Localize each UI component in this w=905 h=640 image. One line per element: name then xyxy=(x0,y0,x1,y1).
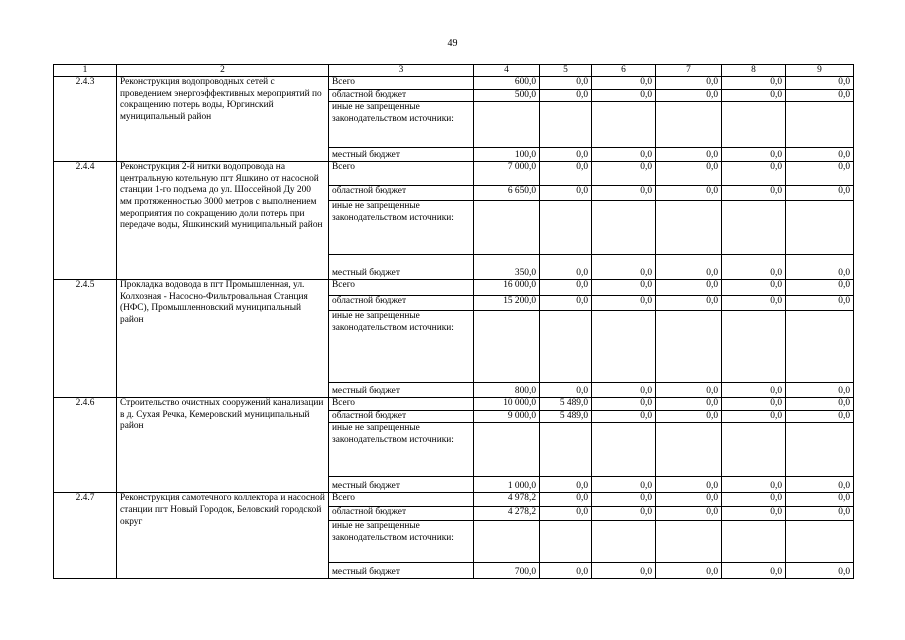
measure-code: 2.4.6 xyxy=(54,398,117,493)
table-row xyxy=(54,162,854,186)
amount-cell xyxy=(474,311,540,383)
amount-cell: 0,0 xyxy=(540,507,592,521)
measure-code: 2.4.3 xyxy=(54,77,117,162)
amount-cell: 0,0 xyxy=(540,296,592,311)
amount-cell: 5 489,0 xyxy=(540,398,592,411)
amount-cell: 16 000,0 xyxy=(474,280,540,296)
amount-cell xyxy=(786,201,854,255)
amount-cell xyxy=(474,201,540,255)
amount-cell xyxy=(540,311,592,383)
amount-cell: 0,0 xyxy=(592,383,656,398)
amount-cell: 0,0 xyxy=(722,280,786,296)
table-row xyxy=(54,280,854,296)
measure-name: Прокладка водовода в пгт Промышленная, ул. Колхозная - Насосно-Фильтровальная Станция (НФС), Промышленновский муниципальный район xyxy=(117,280,329,398)
funding-source-total: Всего xyxy=(329,162,474,186)
funding-source-other: иные не запрещенные законодательством источники: xyxy=(329,423,474,477)
header-row xyxy=(54,65,854,77)
amount-cell: 0,0 xyxy=(592,563,656,579)
amount-cell: 0,0 xyxy=(722,383,786,398)
amount-cell: 0,0 xyxy=(592,280,656,296)
funding-source-other: иные не запрещенные законодательством источники: xyxy=(329,311,474,383)
amount-cell: 0,0 xyxy=(722,410,786,423)
amount-cell xyxy=(592,311,656,383)
amount-cell: 4 278,2 xyxy=(474,507,540,521)
amount-cell: 1 000,0 xyxy=(474,477,540,493)
amount-cell: 500,0 xyxy=(474,89,540,102)
amount-cell: 0,0 xyxy=(786,148,854,162)
amount-cell: 0,0 xyxy=(592,410,656,423)
amount-cell xyxy=(656,521,722,563)
measure-code: 2.4.4 xyxy=(54,162,117,280)
amount-cell: 0,0 xyxy=(540,280,592,296)
amount-cell: 0,0 xyxy=(656,410,722,423)
funding-source-local: местный бюджет xyxy=(329,383,474,398)
amount-cell xyxy=(722,423,786,477)
amount-cell: 100,0 xyxy=(474,148,540,162)
amount-cell: 10 000,0 xyxy=(474,398,540,411)
amount-cell xyxy=(474,521,540,563)
amount-cell xyxy=(656,311,722,383)
header-cell: 6 xyxy=(592,65,656,77)
amount-cell xyxy=(722,521,786,563)
amount-cell: 700,0 xyxy=(474,563,540,579)
header-cell: 3 xyxy=(329,65,474,77)
amount-cell: 0,0 xyxy=(786,493,854,507)
amount-cell: 0,0 xyxy=(540,383,592,398)
amount-cell xyxy=(540,201,592,255)
amount-cell: 0,0 xyxy=(786,280,854,296)
header-cell: 4 xyxy=(474,65,540,77)
funding-source-local: местный бюджет xyxy=(329,563,474,579)
funding-source-local: местный бюджет xyxy=(329,255,474,280)
amount-cell: 0,0 xyxy=(722,89,786,102)
header-cell: 7 xyxy=(656,65,722,77)
amount-cell: 0,0 xyxy=(722,148,786,162)
amount-cell xyxy=(786,102,854,148)
funding-source-other: иные не запрещенные законодательством источники: xyxy=(329,201,474,255)
header-cell: 8 xyxy=(722,65,786,77)
amount-cell: 0,0 xyxy=(592,162,656,186)
amount-cell xyxy=(540,423,592,477)
amount-cell: 0,0 xyxy=(786,162,854,186)
amount-cell: 0,0 xyxy=(722,296,786,311)
amount-cell: 0,0 xyxy=(786,186,854,201)
amount-cell: 0,0 xyxy=(540,477,592,493)
amount-cell: 0,0 xyxy=(540,563,592,579)
amount-cell: 0,0 xyxy=(722,507,786,521)
budget-table xyxy=(53,64,854,579)
amount-cell: 0,0 xyxy=(786,507,854,521)
funding-source-other: иные не запрещенные законодательством источники: xyxy=(329,102,474,148)
amount-cell: 0,0 xyxy=(592,507,656,521)
amount-cell xyxy=(656,423,722,477)
amount-cell: 0,0 xyxy=(786,77,854,90)
amount-cell: 0,0 xyxy=(722,255,786,280)
amount-cell: 0,0 xyxy=(656,280,722,296)
funding-source-regional: областной бюджет xyxy=(329,507,474,521)
amount-cell: 0,0 xyxy=(722,398,786,411)
amount-cell: 0,0 xyxy=(592,148,656,162)
amount-cell: 800,0 xyxy=(474,383,540,398)
amount-cell: 0,0 xyxy=(786,398,854,411)
amount-cell: 15 200,0 xyxy=(474,296,540,311)
amount-cell: 0,0 xyxy=(656,186,722,201)
amount-cell: 7 000,0 xyxy=(474,162,540,186)
amount-cell xyxy=(656,102,722,148)
amount-cell: 4 978,2 xyxy=(474,493,540,507)
amount-cell: 0,0 xyxy=(786,255,854,280)
amount-cell xyxy=(592,423,656,477)
amount-cell: 0,0 xyxy=(656,296,722,311)
funding-source-total: Всего xyxy=(329,398,474,411)
amount-cell: 0,0 xyxy=(786,477,854,493)
funding-source-other: иные не запрещенные законодательством источники: xyxy=(329,521,474,563)
amount-cell: 0,0 xyxy=(722,493,786,507)
amount-cell: 0,0 xyxy=(656,477,722,493)
page-number: 49 xyxy=(447,38,458,49)
amount-cell xyxy=(786,311,854,383)
measure-name: Реконструкция самотечного коллектора и насосной станции пгт Новый Городок, Беловский городской округ xyxy=(117,493,329,579)
funding-source-regional: областной бюджет xyxy=(329,410,474,423)
funding-source-local: местный бюджет xyxy=(329,148,474,162)
funding-source-regional: областной бюджет xyxy=(329,89,474,102)
amount-cell: 0,0 xyxy=(722,186,786,201)
amount-cell xyxy=(786,423,854,477)
amount-cell: 0,0 xyxy=(722,77,786,90)
measure-name: Строительство очистных сооружений канализации в д. Сухая Речка, Кемеровский муниципальный район xyxy=(117,398,329,493)
amount-cell: 0,0 xyxy=(540,148,592,162)
measure-code: 2.4.5 xyxy=(54,280,117,398)
amount-cell: 0,0 xyxy=(722,162,786,186)
funding-source-regional: областной бюджет xyxy=(329,186,474,201)
amount-cell: 6 650,0 xyxy=(474,186,540,201)
funding-source-regional: областной бюджет xyxy=(329,296,474,311)
amount-cell: 0,0 xyxy=(656,507,722,521)
amount-cell: 0,0 xyxy=(656,255,722,280)
header-cell: 1 xyxy=(54,65,117,77)
amount-cell: 0,0 xyxy=(592,77,656,90)
amount-cell: 0,0 xyxy=(786,296,854,311)
amount-cell xyxy=(722,102,786,148)
amount-cell: 0,0 xyxy=(540,89,592,102)
funding-source-total: Всего xyxy=(329,77,474,90)
amount-cell: 350,0 xyxy=(474,255,540,280)
amount-cell: 5 489,0 xyxy=(540,410,592,423)
amount-cell xyxy=(592,102,656,148)
amount-cell: 0,0 xyxy=(540,77,592,90)
amount-cell: 0,0 xyxy=(656,89,722,102)
amount-cell xyxy=(656,201,722,255)
header-cell: 5 xyxy=(540,65,592,77)
amount-cell: 0,0 xyxy=(786,410,854,423)
amount-cell: 0,0 xyxy=(592,89,656,102)
amount-cell xyxy=(786,521,854,563)
amount-cell: 0,0 xyxy=(656,162,722,186)
amount-cell: 0,0 xyxy=(656,563,722,579)
amount-cell: 0,0 xyxy=(656,77,722,90)
amount-cell: 0,0 xyxy=(656,148,722,162)
amount-cell: 0,0 xyxy=(656,493,722,507)
header-cell: 2 xyxy=(117,65,329,77)
measure-code: 2.4.7 xyxy=(54,493,117,579)
amount-cell xyxy=(722,311,786,383)
amount-cell: 0,0 xyxy=(592,186,656,201)
amount-cell: 0,0 xyxy=(540,493,592,507)
funding-source-total: Всего xyxy=(329,493,474,507)
amount-cell: 0,0 xyxy=(592,296,656,311)
header-cell: 9 xyxy=(786,65,854,77)
measure-name: Реконструкция 2-й нитки водопровода на центральную котельную пгт Яшкино от насосной станции 1-го подъема до ул. Шоссейной Ду 200 мм протяженностью 3000 метров с выполнением мероприятия по сокращению доли потерь при передаче воды, Яшкинский муниципальный район xyxy=(117,162,329,280)
funding-source-local: местный бюджет xyxy=(329,477,474,493)
amount-cell: 0,0 xyxy=(592,493,656,507)
table-row xyxy=(54,398,854,411)
amount-cell: 0,0 xyxy=(656,383,722,398)
amount-cell: 0,0 xyxy=(540,162,592,186)
amount-cell: 600,0 xyxy=(474,77,540,90)
amount-cell xyxy=(722,201,786,255)
amount-cell: 0,0 xyxy=(656,398,722,411)
amount-cell: 0,0 xyxy=(722,563,786,579)
amount-cell: 0,0 xyxy=(592,477,656,493)
amount-cell: 0,0 xyxy=(786,383,854,398)
amount-cell: 0,0 xyxy=(786,563,854,579)
amount-cell: 0,0 xyxy=(540,255,592,280)
amount-cell xyxy=(540,521,592,563)
measure-name: Реконструкция водопроводных сетей с проведением энергоэффективных мероприятий по сокращению потерь воды, Юргинский муниципальный район xyxy=(117,77,329,162)
amount-cell: 0,0 xyxy=(592,255,656,280)
amount-cell xyxy=(474,423,540,477)
amount-cell: 0,0 xyxy=(592,398,656,411)
amount-cell: 0,0 xyxy=(540,186,592,201)
amount-cell xyxy=(592,201,656,255)
amount-cell: 9 000,0 xyxy=(474,410,540,423)
amount-cell: 0,0 xyxy=(722,477,786,493)
amount-cell xyxy=(592,521,656,563)
table-row xyxy=(54,493,854,507)
amount-cell: 0,0 xyxy=(786,89,854,102)
table-row xyxy=(54,77,854,90)
amount-cell xyxy=(540,102,592,148)
amount-cell xyxy=(474,102,540,148)
funding-source-total: Всего xyxy=(329,280,474,296)
